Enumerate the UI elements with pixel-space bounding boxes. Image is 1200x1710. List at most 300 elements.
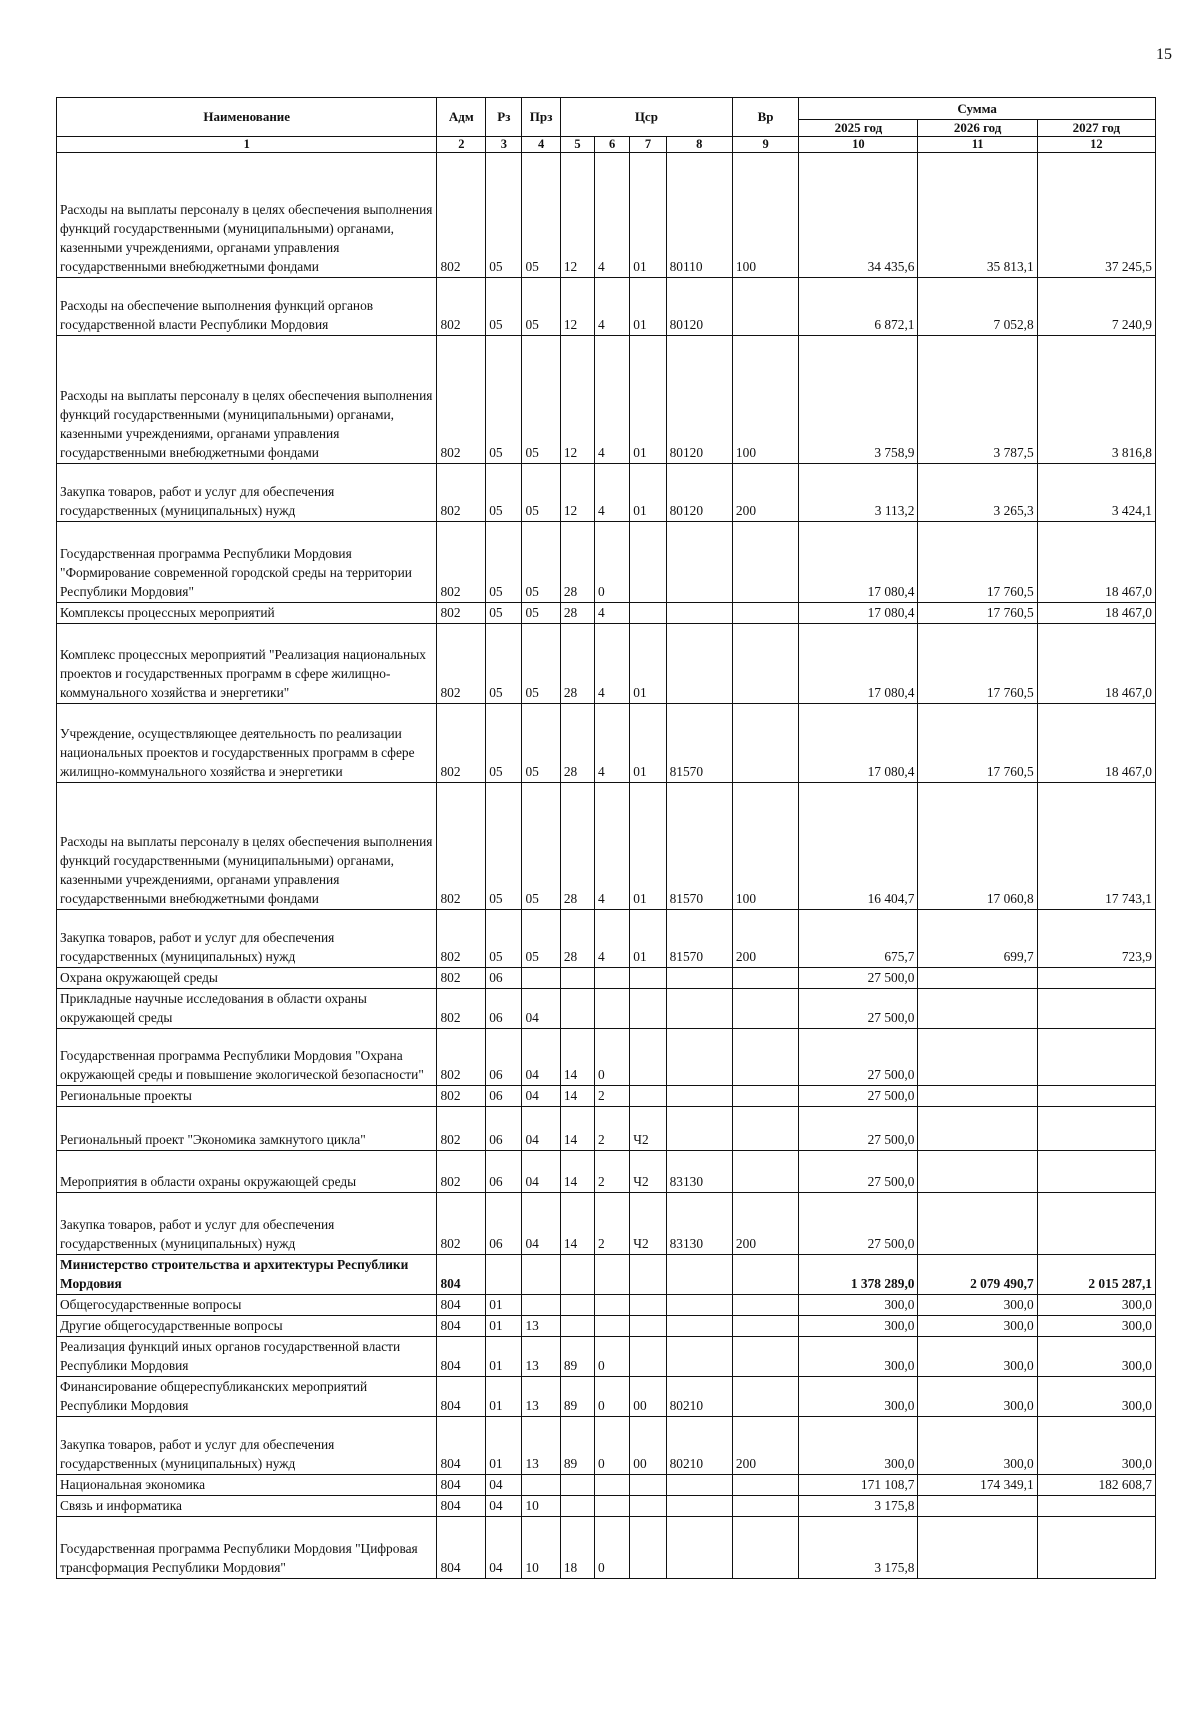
row-csr-program: 12: [560, 336, 594, 464]
row-csr-event: [630, 1517, 666, 1579]
row-prz: [522, 1255, 560, 1295]
row-csr-event: [630, 1337, 666, 1377]
row-sum-2027: [1037, 1496, 1155, 1517]
row-csr-type: [595, 1475, 630, 1496]
row-sum-2027: 18 467,0: [1037, 704, 1155, 783]
row-vr: [732, 1295, 798, 1316]
header-year-2025: 2025 год: [799, 120, 918, 137]
row-prz: 04: [522, 989, 560, 1029]
row-vr: [732, 704, 798, 783]
row-rz: 01: [486, 1316, 522, 1337]
row-sum-2026: 17 760,5: [918, 603, 1037, 624]
row-sum-2027: 18 467,0: [1037, 624, 1155, 704]
row-rz: 05: [486, 603, 522, 624]
table-row: [57, 1475, 1156, 1496]
row-rz: 01: [486, 1337, 522, 1377]
row-csr-event: [630, 522, 666, 603]
row-rz: 06: [486, 989, 522, 1029]
row-rz: 05: [486, 153, 522, 278]
row-adm: 802: [437, 989, 486, 1029]
row-adm: 802: [437, 624, 486, 704]
row-csr-program: 14: [560, 1151, 594, 1193]
row-sum-2026: [918, 1496, 1037, 1517]
row-sum-2026: [918, 1193, 1037, 1255]
row-sum-2025: 300,0: [799, 1337, 918, 1377]
row-rz: 06: [486, 1193, 522, 1255]
row-prz: 05: [522, 522, 560, 603]
row-csr-type: 4: [595, 910, 630, 968]
row-csr-direction: [666, 1295, 732, 1316]
row-vr: [732, 1151, 798, 1193]
row-adm: 804: [437, 1316, 486, 1337]
row-rz: 06: [486, 1151, 522, 1193]
row-csr-type: 0: [595, 1517, 630, 1579]
row-vr: [732, 1029, 798, 1086]
row-csr-direction: [666, 1029, 732, 1086]
row-adm: 802: [437, 464, 486, 522]
row-rz: 05: [486, 464, 522, 522]
row-csr-event: 00: [630, 1377, 666, 1417]
row-name: Мероприятия в области охраны окружающей среды: [57, 1151, 437, 1193]
row-sum-2026: 17 760,5: [918, 704, 1037, 783]
row-adm: 802: [437, 522, 486, 603]
row-csr-event: [630, 1475, 666, 1496]
table-row: [57, 1029, 1156, 1086]
row-csr-direction: [666, 989, 732, 1029]
row-sum-2027: 300,0: [1037, 1316, 1155, 1337]
row-prz: 05: [522, 704, 560, 783]
row-csr-type: [595, 1316, 630, 1337]
row-sum-2027: [1037, 1517, 1155, 1579]
row-csr-program: 28: [560, 704, 594, 783]
row-csr-program: [560, 1255, 594, 1295]
row-sum-2026: 17 760,5: [918, 624, 1037, 704]
row-csr-event: 01: [630, 910, 666, 968]
row-csr-program: 14: [560, 1193, 594, 1255]
row-csr-direction: 83130: [666, 1151, 732, 1193]
header-vr: Вр: [732, 98, 798, 137]
row-csr-direction: 80210: [666, 1377, 732, 1417]
row-adm: 804: [437, 1295, 486, 1316]
row-name: Другие общегосударственные вопросы: [57, 1316, 437, 1337]
row-csr-type: 0: [595, 522, 630, 603]
row-csr-event: [630, 989, 666, 1029]
row-name: Расходы на выплаты персоналу в целях обеспечения выполнения функций государственными (муниципальными) органами, казенными учреждениями, органами управления государственными внебюджетными фондами: [57, 783, 437, 910]
row-sum-2025: 27 500,0: [799, 1151, 918, 1193]
row-sum-2025: 300,0: [799, 1417, 918, 1475]
table-row: [57, 968, 1156, 989]
column-index-row: [57, 137, 1156, 153]
row-sum-2027: 300,0: [1037, 1377, 1155, 1417]
row-csr-direction: [666, 522, 732, 603]
row-vr: [732, 1496, 798, 1517]
row-sum-2026: 300,0: [918, 1337, 1037, 1377]
header-row: [57, 98, 1156, 120]
table-row: [57, 1151, 1156, 1193]
row-name: Региональные проекты: [57, 1086, 437, 1107]
row-csr-program: 89: [560, 1377, 594, 1417]
row-csr-type: 4: [595, 336, 630, 464]
row-name: Расходы на выплаты персоналу в целях обеспечения выполнения функций государственными (муниципальными) органами, казенными учреждениями, органами управления государственными внебюджетными фондами: [57, 336, 437, 464]
row-adm: 802: [437, 1029, 486, 1086]
row-csr-program: [560, 989, 594, 1029]
row-vr: [732, 989, 798, 1029]
row-name: Комплекс процессных мероприятий "Реализация национальных проектов и государственных программ в сфере жилищно-коммунального хозяйства и энергетики": [57, 624, 437, 704]
row-csr-event: [630, 603, 666, 624]
row-rz: [486, 1255, 522, 1295]
row-sum-2026: [918, 1151, 1037, 1193]
row-adm: 804: [437, 1475, 486, 1496]
table-row: [57, 603, 1156, 624]
row-csr-event: [630, 1029, 666, 1086]
row-sum-2025: 17 080,4: [799, 603, 918, 624]
row-name: Закупка товаров, работ и услуг для обеспечения государственных (муниципальных) нужд: [57, 464, 437, 522]
row-sum-2027: 300,0: [1037, 1337, 1155, 1377]
row-prz: 13: [522, 1377, 560, 1417]
row-csr-type: [595, 968, 630, 989]
header-name: Наименование: [57, 98, 437, 137]
row-prz: 04: [522, 1029, 560, 1086]
row-csr-direction: [666, 1086, 732, 1107]
row-sum-2025: 300,0: [799, 1377, 918, 1417]
row-csr-direction: [666, 1316, 732, 1337]
row-rz: 06: [486, 1086, 522, 1107]
row-name: Расходы на обеспечение выполнения функций органов государственной власти Республики Мордовия: [57, 278, 437, 336]
row-vr: 200: [732, 1417, 798, 1475]
row-rz: 06: [486, 1107, 522, 1151]
row-sum-2025: 17 080,4: [799, 624, 918, 704]
row-prz: 04: [522, 1193, 560, 1255]
row-name: Финансирование общереспубликанских мероприятий Республики Мордовия: [57, 1377, 437, 1417]
row-sum-2027: [1037, 1029, 1155, 1086]
row-rz: 01: [486, 1377, 522, 1417]
row-csr-direction: [666, 603, 732, 624]
row-csr-direction: 80120: [666, 278, 732, 336]
row-csr-direction: 81570: [666, 704, 732, 783]
row-sum-2025: 27 500,0: [799, 1193, 918, 1255]
row-csr-event: 01: [630, 278, 666, 336]
row-csr-direction: 80210: [666, 1417, 732, 1475]
row-sum-2027: 18 467,0: [1037, 522, 1155, 603]
row-sum-2027: 182 608,7: [1037, 1475, 1155, 1496]
row-csr-type: 4: [595, 624, 630, 704]
row-sum-2026: 300,0: [918, 1377, 1037, 1417]
row-csr-event: [630, 1086, 666, 1107]
column-index: 5: [560, 137, 594, 153]
row-adm: 802: [437, 968, 486, 989]
row-sum-2025: 675,7: [799, 910, 918, 968]
row-name: Реализация функций иных органов государственной власти Республики Мордовия: [57, 1337, 437, 1377]
row-rz: 05: [486, 336, 522, 464]
table-row: [57, 1107, 1156, 1151]
row-name: Закупка товаров, работ и услуг для обеспечения государственных (муниципальных) нужд: [57, 1417, 437, 1475]
row-adm: 802: [437, 704, 486, 783]
header-year-2026: 2026 год: [918, 120, 1037, 137]
row-name: Связь и информатика: [57, 1496, 437, 1517]
table-row: [57, 464, 1156, 522]
table-row: [57, 1417, 1156, 1475]
budget-table: [56, 97, 1156, 1579]
row-sum-2027: 2 015 287,1: [1037, 1255, 1155, 1295]
table-row: [57, 704, 1156, 783]
row-adm: 802: [437, 153, 486, 278]
row-sum-2027: 300,0: [1037, 1417, 1155, 1475]
row-vr: [732, 603, 798, 624]
row-csr-direction: 80120: [666, 336, 732, 464]
row-csr-event: 01: [630, 464, 666, 522]
row-sum-2025: 3 175,8: [799, 1496, 918, 1517]
row-vr: [732, 522, 798, 603]
row-vr: 200: [732, 1193, 798, 1255]
row-sum-2026: 2 079 490,7: [918, 1255, 1037, 1295]
table-row: [57, 783, 1156, 910]
table-row: [57, 1337, 1156, 1377]
table-row: [57, 624, 1156, 704]
row-rz: 05: [486, 910, 522, 968]
row-vr: [732, 278, 798, 336]
row-name: Региональный проект "Экономика замкнутого цикла": [57, 1107, 437, 1151]
row-csr-program: 28: [560, 522, 594, 603]
row-sum-2026: 7 052,8: [918, 278, 1037, 336]
row-sum-2026: [918, 1107, 1037, 1151]
row-sum-2027: [1037, 1151, 1155, 1193]
row-sum-2025: 16 404,7: [799, 783, 918, 910]
row-csr-event: 01: [630, 704, 666, 783]
row-sum-2026: 300,0: [918, 1417, 1037, 1475]
row-vr: [732, 1086, 798, 1107]
table-row: [57, 1377, 1156, 1417]
row-sum-2025: 300,0: [799, 1316, 918, 1337]
row-sum-2025: 17 080,4: [799, 704, 918, 783]
column-index: 12: [1037, 137, 1155, 153]
row-sum-2025: 34 435,6: [799, 153, 918, 278]
row-name: Министерство строительства и архитектуры Республики Мордовия: [57, 1255, 437, 1295]
row-rz: 01: [486, 1295, 522, 1316]
row-vr: [732, 1255, 798, 1295]
row-csr-program: 14: [560, 1107, 594, 1151]
column-index: 3: [486, 137, 522, 153]
row-prz: 05: [522, 278, 560, 336]
table-row: [57, 989, 1156, 1029]
row-sum-2027: 3 424,1: [1037, 464, 1155, 522]
row-vr: [732, 624, 798, 704]
row-sum-2026: [918, 1029, 1037, 1086]
row-csr-event: [630, 1316, 666, 1337]
column-index: 8: [666, 137, 732, 153]
row-adm: 802: [437, 1086, 486, 1107]
row-prz: 05: [522, 336, 560, 464]
row-sum-2027: [1037, 1086, 1155, 1107]
row-prz: [522, 968, 560, 989]
header-csr: Цср: [560, 98, 732, 137]
row-vr: [732, 1337, 798, 1377]
row-adm: 802: [437, 1151, 486, 1193]
row-sum-2025: 27 500,0: [799, 1086, 918, 1107]
row-adm: 804: [437, 1417, 486, 1475]
table-row: [57, 336, 1156, 464]
row-vr: [732, 1107, 798, 1151]
row-sum-2026: [918, 1086, 1037, 1107]
row-prz: [522, 1295, 560, 1316]
row-csr-event: 01: [630, 624, 666, 704]
row-sum-2026: 3 787,5: [918, 336, 1037, 464]
row-csr-direction: [666, 1475, 732, 1496]
row-prz: 05: [522, 783, 560, 910]
row-csr-program: 28: [560, 603, 594, 624]
row-prz: [522, 1475, 560, 1496]
row-rz: 06: [486, 968, 522, 989]
row-prz: 04: [522, 1151, 560, 1193]
row-csr-event: 01: [630, 783, 666, 910]
row-csr-type: 0: [595, 1337, 630, 1377]
row-sum-2026: [918, 1517, 1037, 1579]
row-csr-type: [595, 1295, 630, 1316]
row-rz: 06: [486, 1029, 522, 1086]
row-prz: 13: [522, 1417, 560, 1475]
row-csr-type: [595, 1496, 630, 1517]
row-csr-event: Ч2: [630, 1151, 666, 1193]
page-number: 15: [1156, 46, 1172, 63]
row-name: Прикладные научные исследования в области охраны окружающей среды: [57, 989, 437, 1029]
column-index: 1: [57, 137, 437, 153]
row-csr-type: 4: [595, 278, 630, 336]
row-csr-event: 01: [630, 153, 666, 278]
row-csr-type: 2: [595, 1107, 630, 1151]
row-adm: 804: [437, 1517, 486, 1579]
row-sum-2027: [1037, 1193, 1155, 1255]
row-csr-program: 12: [560, 153, 594, 278]
row-csr-program: 12: [560, 464, 594, 522]
column-index: 9: [732, 137, 798, 153]
row-vr: [732, 968, 798, 989]
column-index: 6: [595, 137, 630, 153]
row-csr-program: 89: [560, 1337, 594, 1377]
row-name: Государственная программа Республики Мордовия "Формирование современной городской среды на территории Республики Мордовия": [57, 522, 437, 603]
row-prz: 05: [522, 910, 560, 968]
table-row: [57, 278, 1156, 336]
row-vr: 100: [732, 336, 798, 464]
table-row: [57, 1086, 1156, 1107]
row-csr-type: 2: [595, 1151, 630, 1193]
row-csr-type: 0: [595, 1377, 630, 1417]
row-csr-type: 2: [595, 1193, 630, 1255]
row-sum-2025: 300,0: [799, 1295, 918, 1316]
row-prz: 10: [522, 1517, 560, 1579]
row-csr-type: 4: [595, 464, 630, 522]
row-adm: 804: [437, 1496, 486, 1517]
row-csr-program: 14: [560, 1086, 594, 1107]
header-sum: Сумма: [799, 98, 1156, 120]
row-csr-type: 4: [595, 603, 630, 624]
row-vr: [732, 1377, 798, 1417]
row-csr-event: [630, 1496, 666, 1517]
row-sum-2027: [1037, 968, 1155, 989]
row-adm: 802: [437, 910, 486, 968]
row-prz: 05: [522, 153, 560, 278]
row-csr-program: [560, 968, 594, 989]
row-adm: 802: [437, 1107, 486, 1151]
row-rz: 05: [486, 278, 522, 336]
row-name: Учреждение, осуществляющее деятельность по реализации национальных проектов и государственных программ в сфере жилищно-коммунального хозяйства и энергетики: [57, 704, 437, 783]
row-sum-2025: 3 175,8: [799, 1517, 918, 1579]
row-sum-2026: 35 813,1: [918, 153, 1037, 278]
row-prz: 04: [522, 1107, 560, 1151]
row-csr-program: [560, 1496, 594, 1517]
table-row: [57, 153, 1156, 278]
row-csr-direction: 81570: [666, 910, 732, 968]
row-csr-event: [630, 1295, 666, 1316]
row-rz: 04: [486, 1517, 522, 1579]
header-rz: Рз: [486, 98, 522, 137]
row-csr-event: 01: [630, 336, 666, 464]
column-index: 4: [522, 137, 560, 153]
row-prz: 05: [522, 624, 560, 704]
row-rz: 04: [486, 1496, 522, 1517]
row-sum-2027: [1037, 989, 1155, 1029]
row-csr-program: 14: [560, 1029, 594, 1086]
row-csr-direction: [666, 1255, 732, 1295]
table-row: [57, 1496, 1156, 1517]
row-sum-2026: 17 760,5: [918, 522, 1037, 603]
row-csr-program: 89: [560, 1417, 594, 1475]
table-row: [57, 522, 1156, 603]
row-sum-2027: 723,9: [1037, 910, 1155, 968]
row-csr-direction: 80120: [666, 464, 732, 522]
row-sum-2025: 3 113,2: [799, 464, 918, 522]
row-rz: 05: [486, 522, 522, 603]
row-csr-event: 00: [630, 1417, 666, 1475]
row-sum-2025: 27 500,0: [799, 1029, 918, 1086]
row-name: Закупка товаров, работ и услуг для обеспечения государственных (муниципальных) нужд: [57, 1193, 437, 1255]
row-vr: 100: [732, 783, 798, 910]
row-rz: 04: [486, 1475, 522, 1496]
row-sum-2025: 17 080,4: [799, 522, 918, 603]
row-csr-type: 0: [595, 1417, 630, 1475]
row-sum-2026: 174 349,1: [918, 1475, 1037, 1496]
row-csr-event: [630, 968, 666, 989]
row-csr-program: [560, 1295, 594, 1316]
table-row: [57, 1517, 1156, 1579]
table-row: [57, 1295, 1156, 1316]
row-csr-direction: 80110: [666, 153, 732, 278]
row-vr: [732, 1475, 798, 1496]
row-adm: 802: [437, 783, 486, 910]
row-sum-2026: 699,7: [918, 910, 1037, 968]
row-sum-2026: 17 060,8: [918, 783, 1037, 910]
row-csr-program: 28: [560, 783, 594, 910]
row-name: Национальная экономика: [57, 1475, 437, 1496]
row-rz: 05: [486, 704, 522, 783]
row-csr-direction: [666, 1517, 732, 1579]
column-index: 2: [437, 137, 486, 153]
row-adm: 802: [437, 278, 486, 336]
column-index: 7: [630, 137, 666, 153]
row-sum-2027: 7 240,9: [1037, 278, 1155, 336]
row-csr-type: 0: [595, 1029, 630, 1086]
row-csr-program: 28: [560, 910, 594, 968]
row-csr-direction: [666, 1107, 732, 1151]
table-row: [57, 1316, 1156, 1337]
table-row: [57, 1193, 1156, 1255]
row-prz: 10: [522, 1496, 560, 1517]
table-row: [57, 910, 1156, 968]
row-csr-program: [560, 1475, 594, 1496]
row-prz: 13: [522, 1337, 560, 1377]
row-csr-type: 2: [595, 1086, 630, 1107]
row-rz: 05: [486, 624, 522, 704]
row-name: Закупка товаров, работ и услуг для обеспечения государственных (муниципальных) нужд: [57, 910, 437, 968]
row-csr-program: 12: [560, 278, 594, 336]
